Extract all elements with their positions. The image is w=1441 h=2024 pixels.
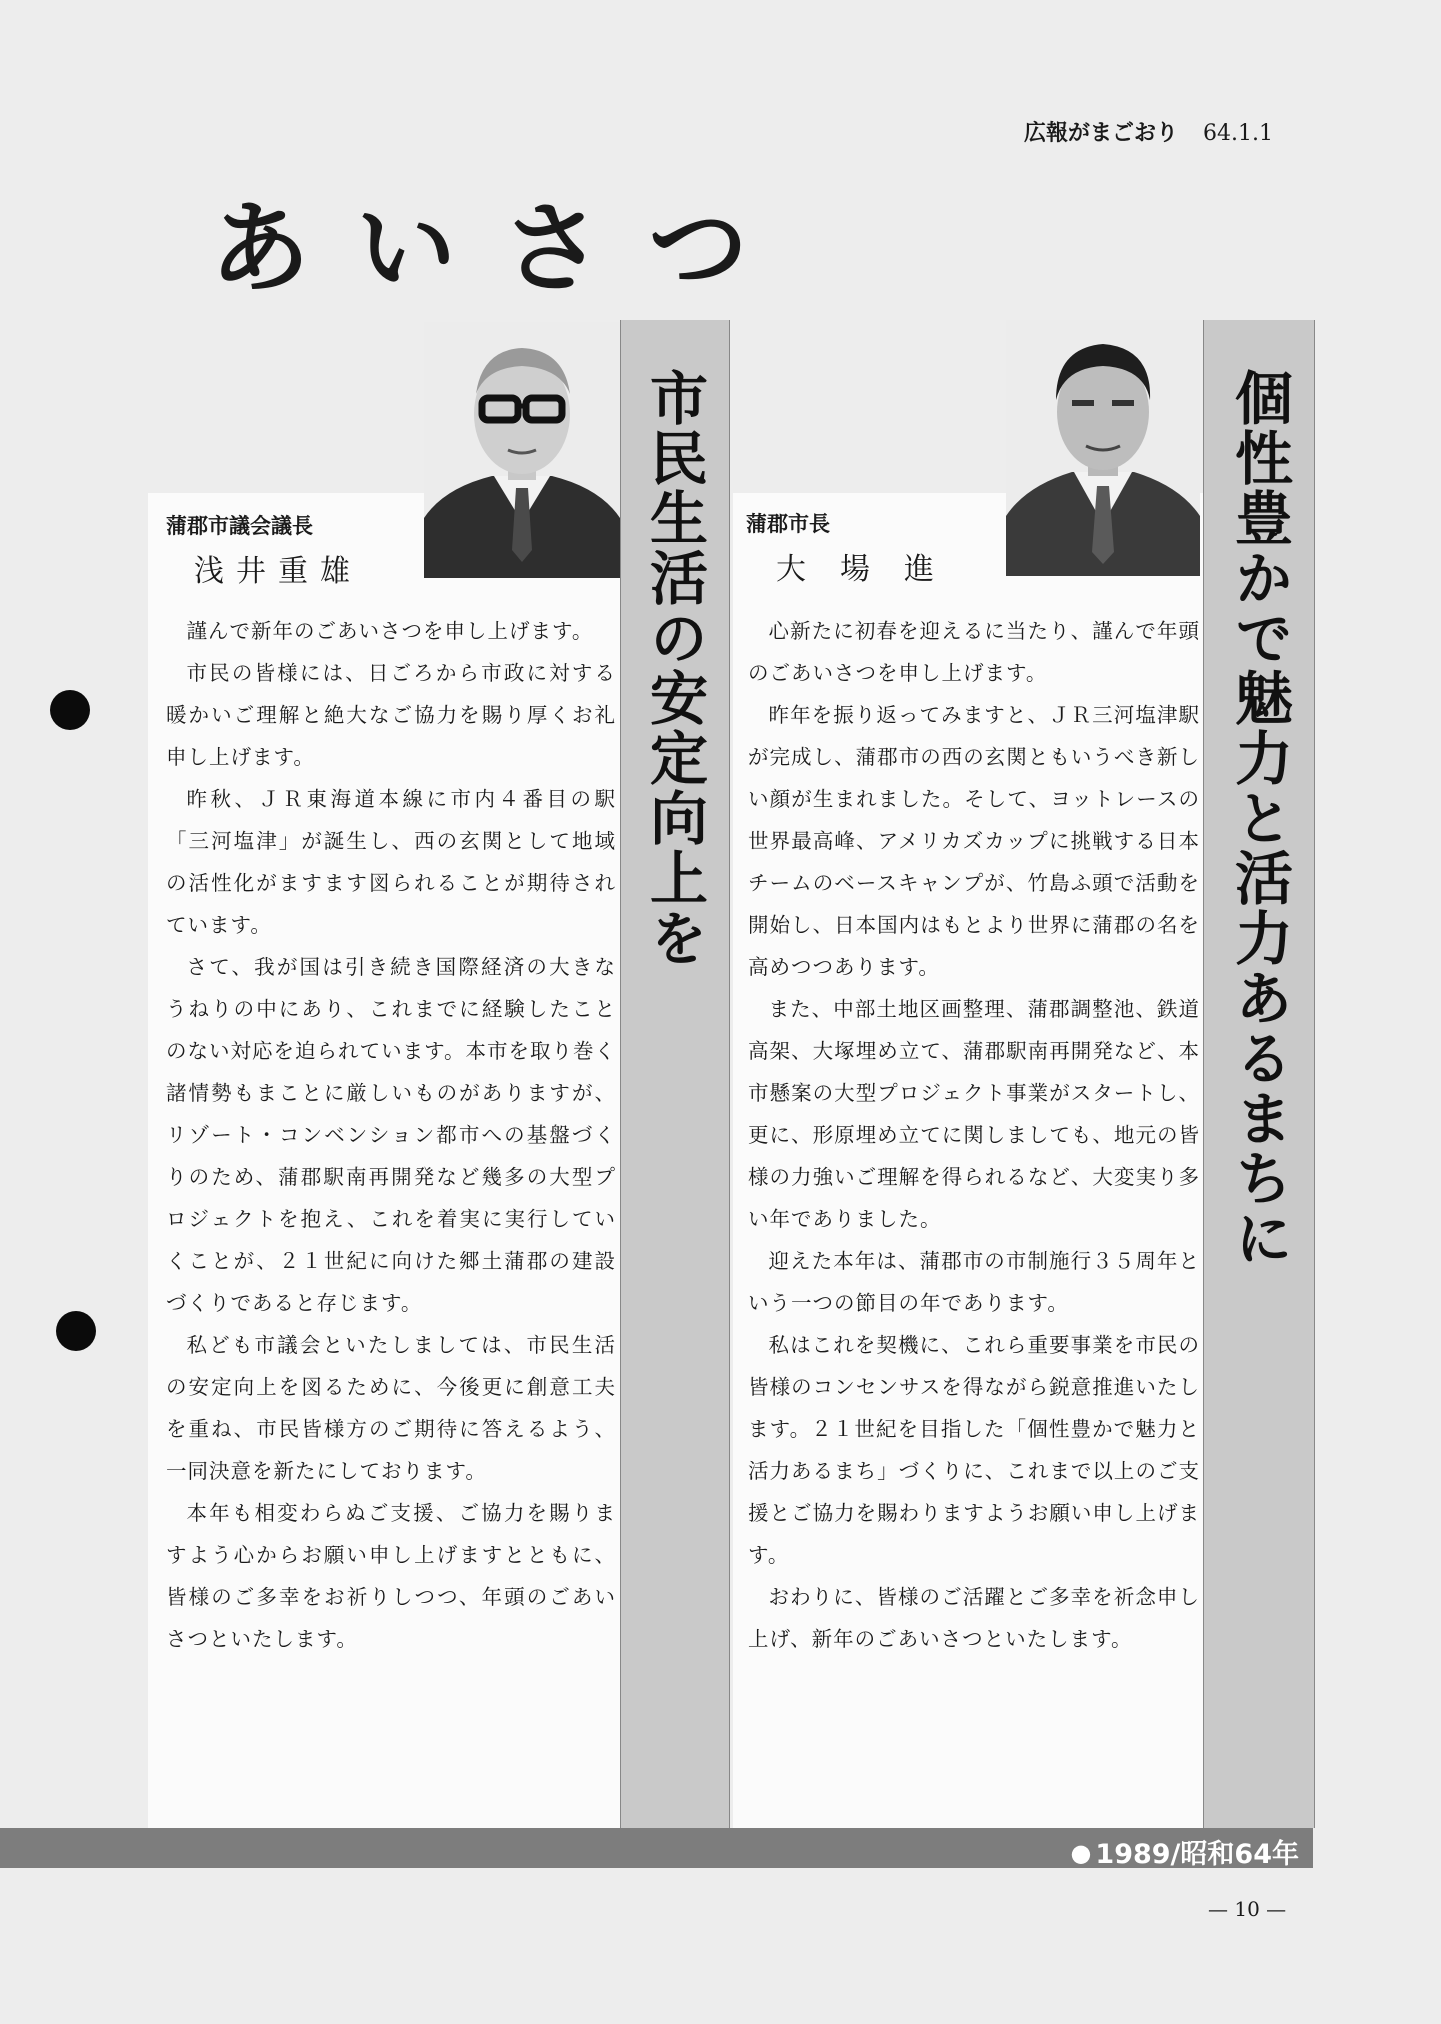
paragraph: また、中部土地区画整理、蒲郡調整池、鉄道高架、大塚埋め立て、蒲郡駅南再開発など、本市懸案の大型プロジェクト事業がスタートし、更に、形原埋め立てに関しましても、地元の皆様の力強いご理解を得られるなど、大変実り多い年でありました。 [748,997,1200,1231]
page-number: — 10 — [1208,1897,1287,1921]
paragraph: 心新たに初春を迎えるに当たり、謹んで年頭のごあいさつを申し上げます。 [748,619,1200,685]
footer-band [0,1828,1313,1868]
chairman-portrait [424,322,620,578]
page-header [1024,116,1273,147]
binder-hole [56,1311,96,1351]
paragraph: 本年も相変わらぬご支援、ご協力を賜りますよう心からお願い申し上げますとともに、皆様のご多幸をお祈りしつつ、年頭のごあいさつといたします。 [166,1501,616,1651]
paragraph: 迎えた本年は、蒲郡市の市制施行３５周年という一つの節目の年であります。 [748,1249,1200,1315]
mayor-name: 大場進 [776,552,968,587]
mayor-role: 蒲郡市長 [746,512,830,536]
mayor-portrait-image [1006,320,1200,576]
footer-year-text: 1989/昭和64年 [1095,1839,1299,1870]
mayor-message [748,610,1200,1660]
binder-hole [50,690,90,730]
paragraph: 昨年を振り返ってみますと、ＪＲ三河塩津駅が完成し、蒲郡市の西の玄関ともいうべき新しい顔が生まれました。そして、ヨットレースの世界最高峰、アメリカズカップに挑戦する日本チームのベースキャンプが、竹島ふ頭で活動を開始し、日本国内はもとより世界に蒲郡の名を高めつつあります。 [748,703,1200,979]
paragraph: 昨秋、ＪＲ東海道本線に市内４番目の駅「三河塩津」が誕生し、西の玄関として地域の活性化がますます図られることが期待されています。 [166,787,616,937]
publication-name: 広報がまごおり [1024,121,1179,146]
chairman-name: 浅井重雄 [194,554,362,589]
paragraph: 謹んで新年のごあいさつを申し上げます。 [186,619,594,643]
page-title: あいさつ [210,189,794,307]
left-headline: 市民生活の安定向上を [640,368,708,968]
right-headline: 個性豊かで魅力と活力あるまちに [1225,368,1293,1268]
chairman-role: 蒲郡市議会議長 [166,514,313,538]
chairman-portrait-image [424,322,620,578]
chairman-message [166,610,616,1660]
paragraph: 私はこれを契機に、これら重要事業を市民の皆様のコンセンサスを得ながら鋭意推進いたします。２１世紀を目指した「個性豊かで魅力と活力あるまち」づくりに、これまで以上のご支援とご協力を賜わりますようお願い申し上げます。 [748,1333,1200,1567]
paragraph: 市民の皆様には、日ごろから市政に対する暖かいご理解と絶大なご協力を賜り厚くお礼申し上げます。 [166,661,616,769]
paragraph: 私ども市議会といたしましては、市民生活の安定向上を図るために、今後更に創意工夫を重ね、市民皆様方のご期待に答えるよう、一同決意を新たにしております。 [166,1333,616,1483]
footer-year [1070,1832,1299,1871]
paragraph: おわりに、皆様のご活躍とご多幸を祈念申し上げ、新年のごあいさつといたします。 [748,1585,1200,1651]
paragraph: さて、我が国は引き続き国際経済の大きなうねりの中にあり、これまでに経験したことのない対応を迫られています。本市を取り巻く諸情勢もまことに厳しいものがありますが、リゾート・コンベンション都市への基盤づくりのため、蒲郡駅南再開発など幾多の大型プロジェクトを抱え、これを着実に実行していくことが、２１世紀に向けた郷土蒲郡の建設づくりであると存じます。 [166,955,616,1315]
bullet-icon: ● [1070,1839,1092,1867]
issue-date: 64.1.1 [1203,121,1273,146]
mayor-portrait [1006,320,1200,576]
